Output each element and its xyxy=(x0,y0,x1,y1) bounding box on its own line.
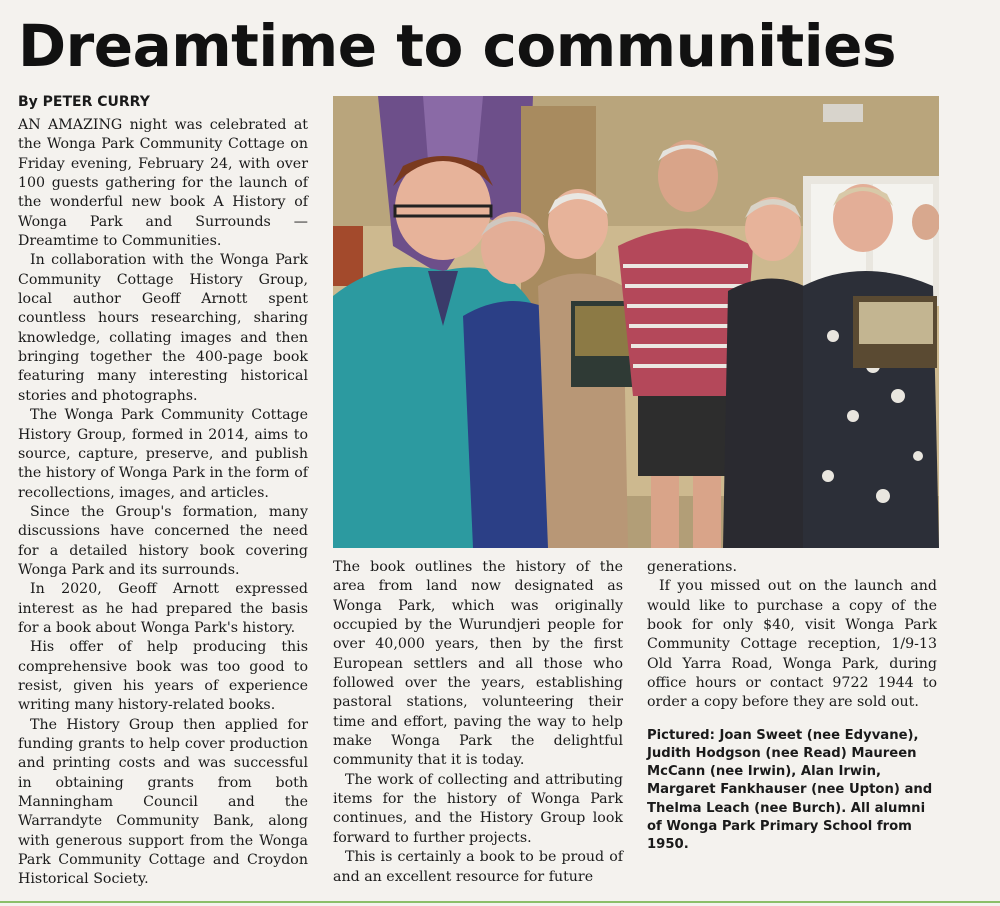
byline: By PETER CURRY xyxy=(18,94,150,110)
paragraph: This is certainly a book to be proud of and an excellent resource for future xyxy=(333,849,623,885)
paragraph: The work of collecting and attributing items for the history of Wonga Park continues, and the History Group look forward to further projects. xyxy=(333,771,623,846)
paragraph: If you missed out on the launch and would like to purchase a copy of the book for only $40, visit Wonga Park Community Cottage reception, 1/9-13 Old Yarra Road, Wonga Park, during office hours or contact 9722 1944 to order a copy before they are sold out. xyxy=(647,578,937,711)
photo-illustration xyxy=(333,96,939,548)
paragraph: In 2020, Geoff Arnott expressed interest as he had prepared the basis for a book about Wonga Park's history. xyxy=(18,581,308,636)
article-column-2 xyxy=(333,558,623,887)
paragraph: His offer of help producing this comprehensive book was too good to resist, given his years of experience writing many history-related books. xyxy=(18,639,308,714)
footer-rule xyxy=(0,901,1000,903)
paragraph: The History Group then applied for funding grants to help cover production and printing costs and was successful in obtaining grants from both Manningham Council and the Warrandyte Community Bank, along with generous support from the Wonga Park Community Cottage and Croydon Historical Society. xyxy=(18,716,308,888)
article-column-1 xyxy=(18,116,308,890)
paragraph: In collaboration with the Wonga Park Community Cottage History Group, local author Geoff Arnott spent countless hours researching, sharing knowledge, collating images and then bringing together the 400-page book featuring many interesting historical stories and photographs. xyxy=(18,252,308,404)
paragraph: The book outlines the history of the area from land now designated as Wonga Park, which was originally occupied by the Wurundjeri people for over 40,000 years, then by the first European settlers and all those who followed over the years, establishing pastoral stations, volunteering their time and effort, paving the way to help make Wonga Park the delightful community that it is today. xyxy=(333,559,623,769)
paragraph: Since the Group's formation, many discussions have concerned the need for a detailed history book covering Wonga Park and its surrounds. xyxy=(18,503,308,578)
group-photo xyxy=(333,96,939,548)
photo-caption: Pictured: Joan Sweet (nee Edyvane), Judith Hodgson (nee Read) Maureen McCann (nee Irwin), Alan Irwin, Margaret Fankhauser (nee Upton) and Thelma Leach (nee Burch). All alumni of Wonga Park Primary School from 1950. xyxy=(647,727,933,852)
article-column-3 xyxy=(647,558,937,854)
paragraph: generations. xyxy=(647,559,737,575)
paragraph: The Wonga Park Community Cottage History Group, formed in 2014, aims to source, capture, preserve, and publish the history of Wonga Park in the form of recollections, images, and articles. xyxy=(18,407,308,501)
headline: Dreamtime to communities xyxy=(18,12,897,80)
paragraph: AN AMAZING night was celebrated at the Wonga Park Community Cottage on Friday evening, February 24, with over 100 guests gathering for the launch of the wonderful new book A History of Wonga Park and Surrounds — Dreamtime to Communities. xyxy=(18,117,308,250)
